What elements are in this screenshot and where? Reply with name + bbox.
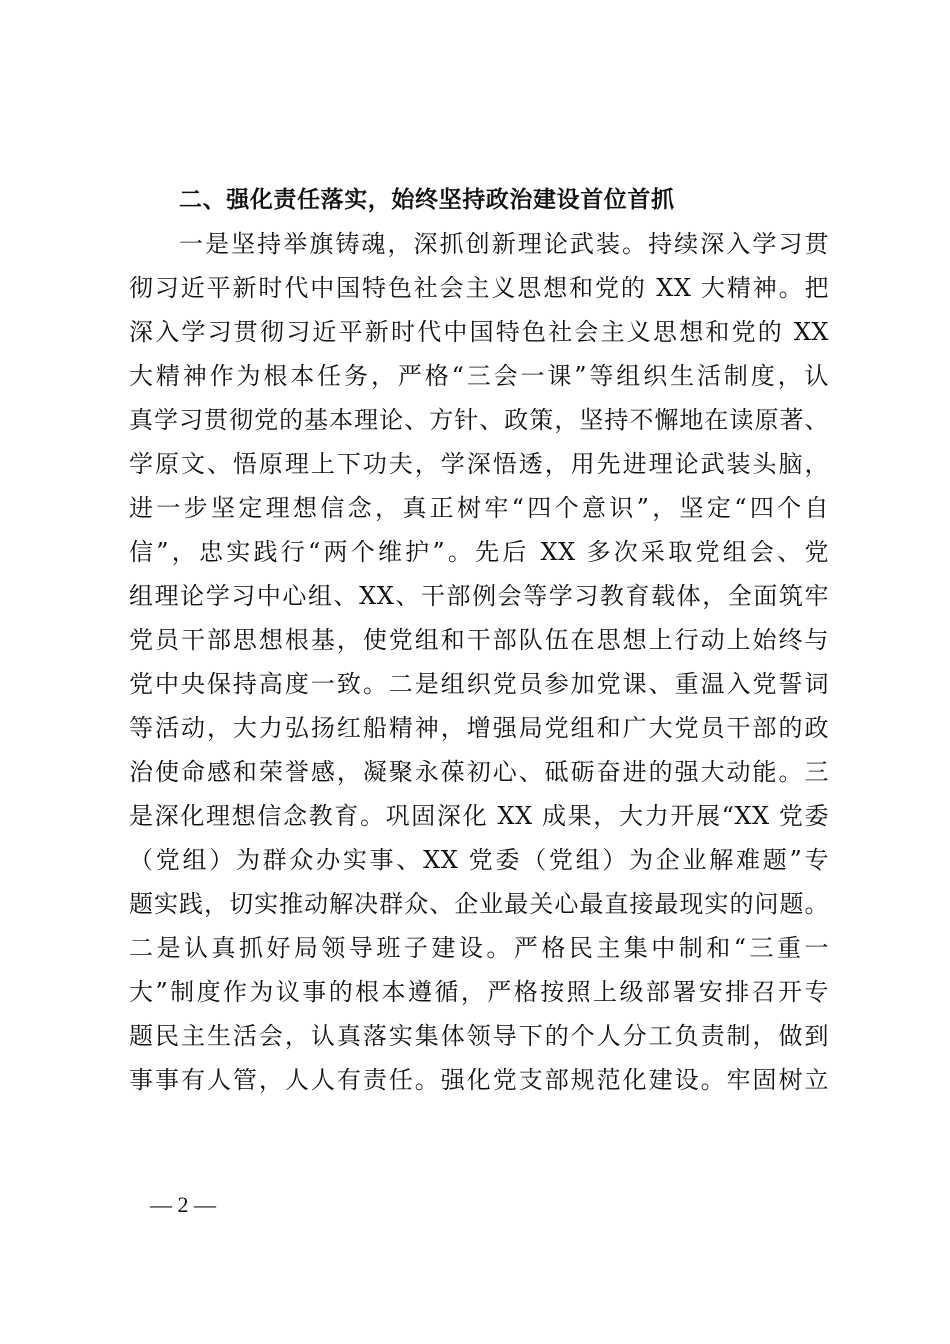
- body-line: 等活动，大力弘扬红船精神，增强局党组和广大党员干部的政: [129, 714, 829, 742]
- body-line: 事事有人管，人人有责任。强化党支部规范化建设。牢固树立: [129, 1066, 829, 1094]
- body-line: 是深化理想信念教育。巩固深化 XX 成果，大力开展“XX 党委: [129, 802, 829, 830]
- body-line: 组理论学习中心组、XX、干部例会等学习教育载体，全面筑牢: [129, 582, 829, 610]
- page-number: — 2 —: [150, 1192, 216, 1217]
- body-line: 学原文、悟原理上下功夫，学深悟透，用先进理论武装头脑，: [129, 450, 829, 478]
- body-line: 治使命感和荣誉感，凝聚永葆初心、砥砺奋进的强大动能。三: [129, 758, 829, 786]
- body-line: 真学习贯彻党的基本理论、方针、政策，坚持不懈地在读原著、: [129, 406, 829, 434]
- body-line: 大”制度作为议事的根本遵循，严格按照上级部署安排召开专: [129, 978, 829, 1006]
- body-line: 大精神作为根本任务，严格“三会一课”等组织生活制度，认: [129, 362, 829, 390]
- body-line: 进一步坚定理想信念，真正树牢“四个意识”，坚定“四个自: [129, 494, 829, 522]
- body-line: 题实践，切实推动解决群众、企业最关心最直接最现实的问题。: [129, 890, 829, 918]
- body-line: 深入学习贯彻习近平新时代中国特色社会主义思想和党的 XX: [129, 318, 829, 346]
- body-line: 彻习近平新时代中国特色社会主义思想和党的 XX 大精神。把: [129, 274, 829, 302]
- body-line: 二是认真抓好局领导班子建设。严格民主集中制和“三重一: [129, 934, 829, 962]
- body-line: （党组）为群众办实事、XX 党委（党组）为企业解难题”专: [129, 846, 829, 874]
- body-line: 信”，忠实践行“两个维护”。先后 XX 多次采取党组会、党: [129, 538, 829, 566]
- section-heading: 二、强化责任落实，始终坚持政治建设首位首抓: [179, 187, 675, 213]
- body-line: 党员干部思想根基，使党组和干部队伍在思想上行动上始终与: [129, 626, 829, 654]
- body-line: 党中央保持高度一致。二是组织党员参加党课、重温入党誓词: [129, 670, 829, 698]
- body-line: 一是坚持举旗铸魂，深抓创新理论武装。持续深入学习贯: [179, 230, 829, 258]
- body-line: 题民主生活会，认真落实集体领导下的个人分工负责制，做到: [129, 1022, 829, 1050]
